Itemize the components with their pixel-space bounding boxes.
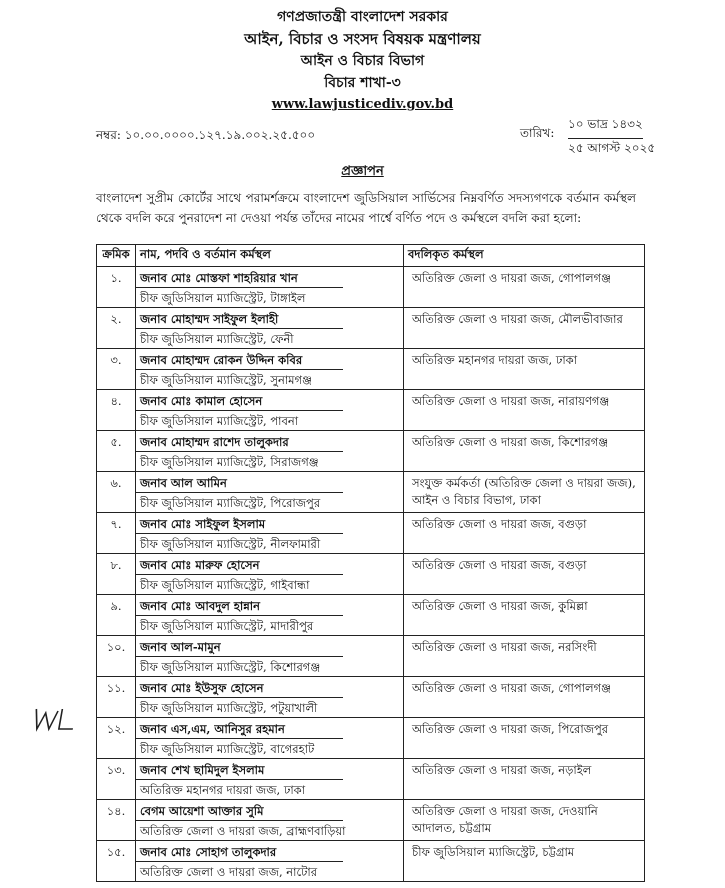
current-post: চীফ জুডিসিয়াল ম্যাজিস্ট্রেট, মাদারীপুর bbox=[140, 619, 314, 633]
table-row bbox=[97, 595, 645, 636]
new-post-cell: অতিরিক্ত জেলা ও দায়রা জজ, গোপালগঞ্জ bbox=[404, 677, 645, 718]
name-cell bbox=[136, 718, 404, 759]
serial-cell: ৯. bbox=[97, 595, 136, 636]
name-cell bbox=[136, 431, 404, 472]
current-post: অতিরিক্ত মহানগর দায়রা জজ, ঢাকা bbox=[140, 783, 306, 797]
new-post-cell: অতিরিক্ত জেলা ও দায়রা জজ, কিশোরগঞ্জ bbox=[404, 431, 645, 472]
name-cell bbox=[136, 267, 404, 308]
officer-name: জনাব আল আমিন bbox=[136, 472, 343, 493]
table-row bbox=[97, 431, 645, 472]
table-row bbox=[97, 759, 645, 800]
header-new-post: বদলিকৃত কর্মস্থল bbox=[404, 245, 645, 267]
name-cell bbox=[136, 677, 404, 718]
name-cell bbox=[136, 800, 404, 841]
new-post-cell: অতিরিক্ত জেলা ও দায়রা জজ, নড়াইল bbox=[404, 759, 645, 800]
officer-name: জনাব এস,এম, আনিসুর রহমান bbox=[136, 718, 343, 739]
serial-cell: ১৫. bbox=[97, 841, 136, 882]
current-post: চীফ জুডিসিয়াল ম্যাজিস্ট্রেট, টাঙ্গাইল bbox=[140, 291, 306, 305]
current-post: চীফ জুডিসিয়াল ম্যাজিস্ট্রেট, পাবনা bbox=[140, 414, 299, 428]
current-post: চীফ জুডিসিয়াল ম্যাজিস্ট্রেট, নীলফামারী bbox=[140, 537, 321, 551]
officer-name: জনাব মোঃ মোস্তফা শাহরিয়ার খান bbox=[136, 267, 343, 288]
govt-name: গণপ্রজাতন্ত্রী বাংলাদেশ সরকার bbox=[277, 9, 448, 25]
serial-cell: ১৪. bbox=[97, 800, 136, 841]
current-post: চীফ জুডিসিয়াল ম্যাজিস্ট্রেট, বাগেরহাট bbox=[140, 742, 315, 756]
intro-paragraph: বাংলাদেশ সুপ্রীম কোর্টের সাথে পরামর্শক্রমে বাংলাদেশ জুডিসিয়াল সার্ভিসের নিম্নবর্ণিত সদস্যগণকে বর্তমান কর্মস্থল থেকে বদলি করে পুনরাদেশ না দেওয়া পর্যন্ত তাঁদের নামের পার্শ্বে বর্ণিত পদে ও কর্মস্থলে বদলি করা হলো: bbox=[96, 191, 636, 225]
name-cell bbox=[136, 595, 404, 636]
ministry-name: আইন, বিচার ও সংসদ বিষয়ক মন্ত্রণালয় bbox=[244, 30, 481, 48]
current-post: অতিরিক্ত জেলা ও দায়রা জজ, ব্রাহ্মণবাড়িয়া bbox=[140, 824, 346, 838]
current-post: চীফ জুডিসিয়াল ম্যাজিস্ট্রেট, পটুয়াখালী bbox=[140, 701, 318, 715]
transfer-table bbox=[96, 244, 645, 882]
header-serial: ক্রমিক bbox=[97, 245, 136, 267]
current-post: চীফ জুডিসিয়াল ম্যাজিস্ট্রেট, সুনামগঞ্জ bbox=[140, 373, 312, 387]
table-row bbox=[97, 349, 645, 390]
officer-name: জনাব মোহাম্মদ রাশেদ তালুকদার bbox=[136, 431, 343, 452]
current-post: চীফ জুডিসিয়াল ম্যাজিস্ট্রেট, পিরোজপুর bbox=[140, 496, 321, 510]
name-cell bbox=[136, 513, 404, 554]
division-name: আইন ও বিচার বিভাগ bbox=[300, 53, 425, 69]
table-row bbox=[97, 390, 645, 431]
memo-number: নম্বর: ১০.০০.০০০০.১২৭.১৯.০০২.২৫.৫০০ bbox=[96, 128, 316, 142]
serial-cell: ১০. bbox=[97, 636, 136, 677]
officer-name: জনাব মোঃ কামাল হোসেন bbox=[136, 390, 343, 411]
officer-name: জনাব মোঃ আবদুল হান্নান bbox=[136, 595, 343, 616]
current-post: চীফ জুডিসিয়াল ম্যাজিস্ট্রেট, ফেনী bbox=[140, 332, 294, 346]
officer-name: বেগম আয়েশা আক্তার সুমি bbox=[136, 800, 343, 821]
new-post-cell: অতিরিক্ত জেলা ও দায়রা জজ, গোপালগঞ্জ bbox=[404, 267, 645, 308]
name-cell bbox=[136, 759, 404, 800]
current-post: চীফ জুডিসিয়াল ম্যাজিস্ট্রেট, কিশোরগঞ্জ bbox=[140, 660, 321, 674]
notification-title: প্রজ্ঞাপন bbox=[341, 164, 384, 179]
serial-cell: ৫. bbox=[97, 431, 136, 472]
section-name: বিচার শাখা-৩ bbox=[324, 75, 401, 91]
name-cell bbox=[136, 308, 404, 349]
name-cell bbox=[136, 841, 404, 882]
new-post-cell: চীফ জুডিসিয়াল ম্যাজিস্ট্রেট, চট্টগ্রাম bbox=[404, 841, 645, 882]
table-row bbox=[97, 267, 645, 308]
officer-name: জনাব আল-মামুন bbox=[136, 636, 343, 657]
serial-cell: ৬. bbox=[97, 472, 136, 513]
website-link[interactable]: www.lawjusticediv.gov.bd bbox=[271, 97, 454, 112]
letterhead bbox=[0, 6, 725, 116]
officer-name: জনাব মোহাম্মদ রোকন উদ্দিন কবির bbox=[136, 349, 343, 370]
table-row bbox=[97, 841, 645, 882]
date-bangla: ১০ ভাদ্র ১৪৩২ bbox=[568, 116, 643, 139]
serial-cell: ৮. bbox=[97, 554, 136, 595]
table-row bbox=[97, 554, 645, 595]
date-label: তারিখ: bbox=[520, 126, 555, 140]
officer-name: জনাব শেখ ছামিদুল ইসলাম bbox=[136, 759, 343, 780]
serial-cell: ৭. bbox=[97, 513, 136, 554]
table-row bbox=[97, 636, 645, 677]
new-post-cell: অতিরিক্ত জেলা ও দায়রা জজ, মৌলভীবাজার bbox=[404, 308, 645, 349]
officer-name: জনাব মোঃ ইউসুফ হোসেন bbox=[136, 677, 343, 698]
current-post: চীফ জুডিসিয়াল ম্যাজিস্ট্রেট, গাইবান্ধা bbox=[140, 578, 310, 592]
table-row bbox=[97, 677, 645, 718]
name-cell bbox=[136, 636, 404, 677]
margin-initials bbox=[27, 705, 83, 740]
serial-cell: ১৩. bbox=[97, 759, 136, 800]
officer-name: জনাব মোহাম্মদ সাইফুল ইলাহী bbox=[136, 308, 343, 329]
serial-cell: ৪. bbox=[97, 390, 136, 431]
table-row bbox=[97, 472, 645, 513]
table-row bbox=[97, 308, 645, 349]
table-row bbox=[97, 513, 645, 554]
officer-name: জনাব মোঃ সোহাগ তালুকদার bbox=[136, 841, 343, 862]
new-post-cell: অতিরিক্ত মহানগর দায়রা জজ, ঢাকা bbox=[404, 349, 645, 390]
header-name: নাম, পদবি ও বর্তমান কর্মস্থল bbox=[136, 245, 404, 267]
new-post-cell: অতিরিক্ত জেলা ও দায়রা জজ, নারায়ণগঞ্জ bbox=[404, 390, 645, 431]
name-cell bbox=[136, 472, 404, 513]
new-post-cell: সংযুক্ত কর্মকর্তা (অতিরিক্ত জেলা ও দায়রা জজ), আইন ও বিচার বিভাগ, ঢাকা bbox=[404, 472, 645, 513]
serial-cell: ১. bbox=[97, 267, 136, 308]
current-post: অতিরিক্ত জেলা ও দায়রা জজ, নাটোর bbox=[140, 865, 318, 879]
initials-scribble bbox=[28, 705, 83, 735]
new-post-cell: অতিরিক্ত জেলা ও দায়রা জজ, বগুড়া bbox=[404, 554, 645, 595]
name-cell bbox=[136, 349, 404, 390]
serial-cell: ১১. bbox=[97, 677, 136, 718]
serial-cell: ১২. bbox=[97, 718, 136, 759]
new-post-cell: অতিরিক্ত জেলা ও দায়রা জজ, বগুড়া bbox=[404, 513, 645, 554]
table-row bbox=[97, 718, 645, 759]
officer-name: জনাব মোঃ মারুফ হোসেন bbox=[136, 554, 343, 575]
serial-cell: ২. bbox=[97, 308, 136, 349]
new-post-cell: অতিরিক্ত জেলা ও দায়রা জজ, দেওয়ানি আদালত, চট্টগ্রাম bbox=[404, 800, 645, 841]
new-post-cell: অতিরিক্ত জেলা ও দায়রা জজ, নরসিংদী bbox=[404, 636, 645, 677]
serial-cell: ৩. bbox=[97, 349, 136, 390]
date-gregorian: ২৫ আগস্ট ২০২৫ bbox=[568, 141, 656, 155]
name-cell bbox=[136, 390, 404, 431]
new-post-cell: অতিরিক্ত জেলা ও দায়রা জজ, কুমিল্লা bbox=[404, 595, 645, 636]
current-post: চীফ জুডিসিয়াল ম্যাজিস্ট্রেট, সিরাজগঞ্জ bbox=[140, 455, 319, 469]
officer-name: জনাব মোঃ সাইফুল ইসলাম bbox=[136, 513, 343, 534]
name-cell bbox=[136, 554, 404, 595]
table-row bbox=[97, 800, 645, 841]
new-post-cell: অতিরিক্ত জেলা ও দায়রা জজ, পিরোজপুর bbox=[404, 718, 645, 759]
